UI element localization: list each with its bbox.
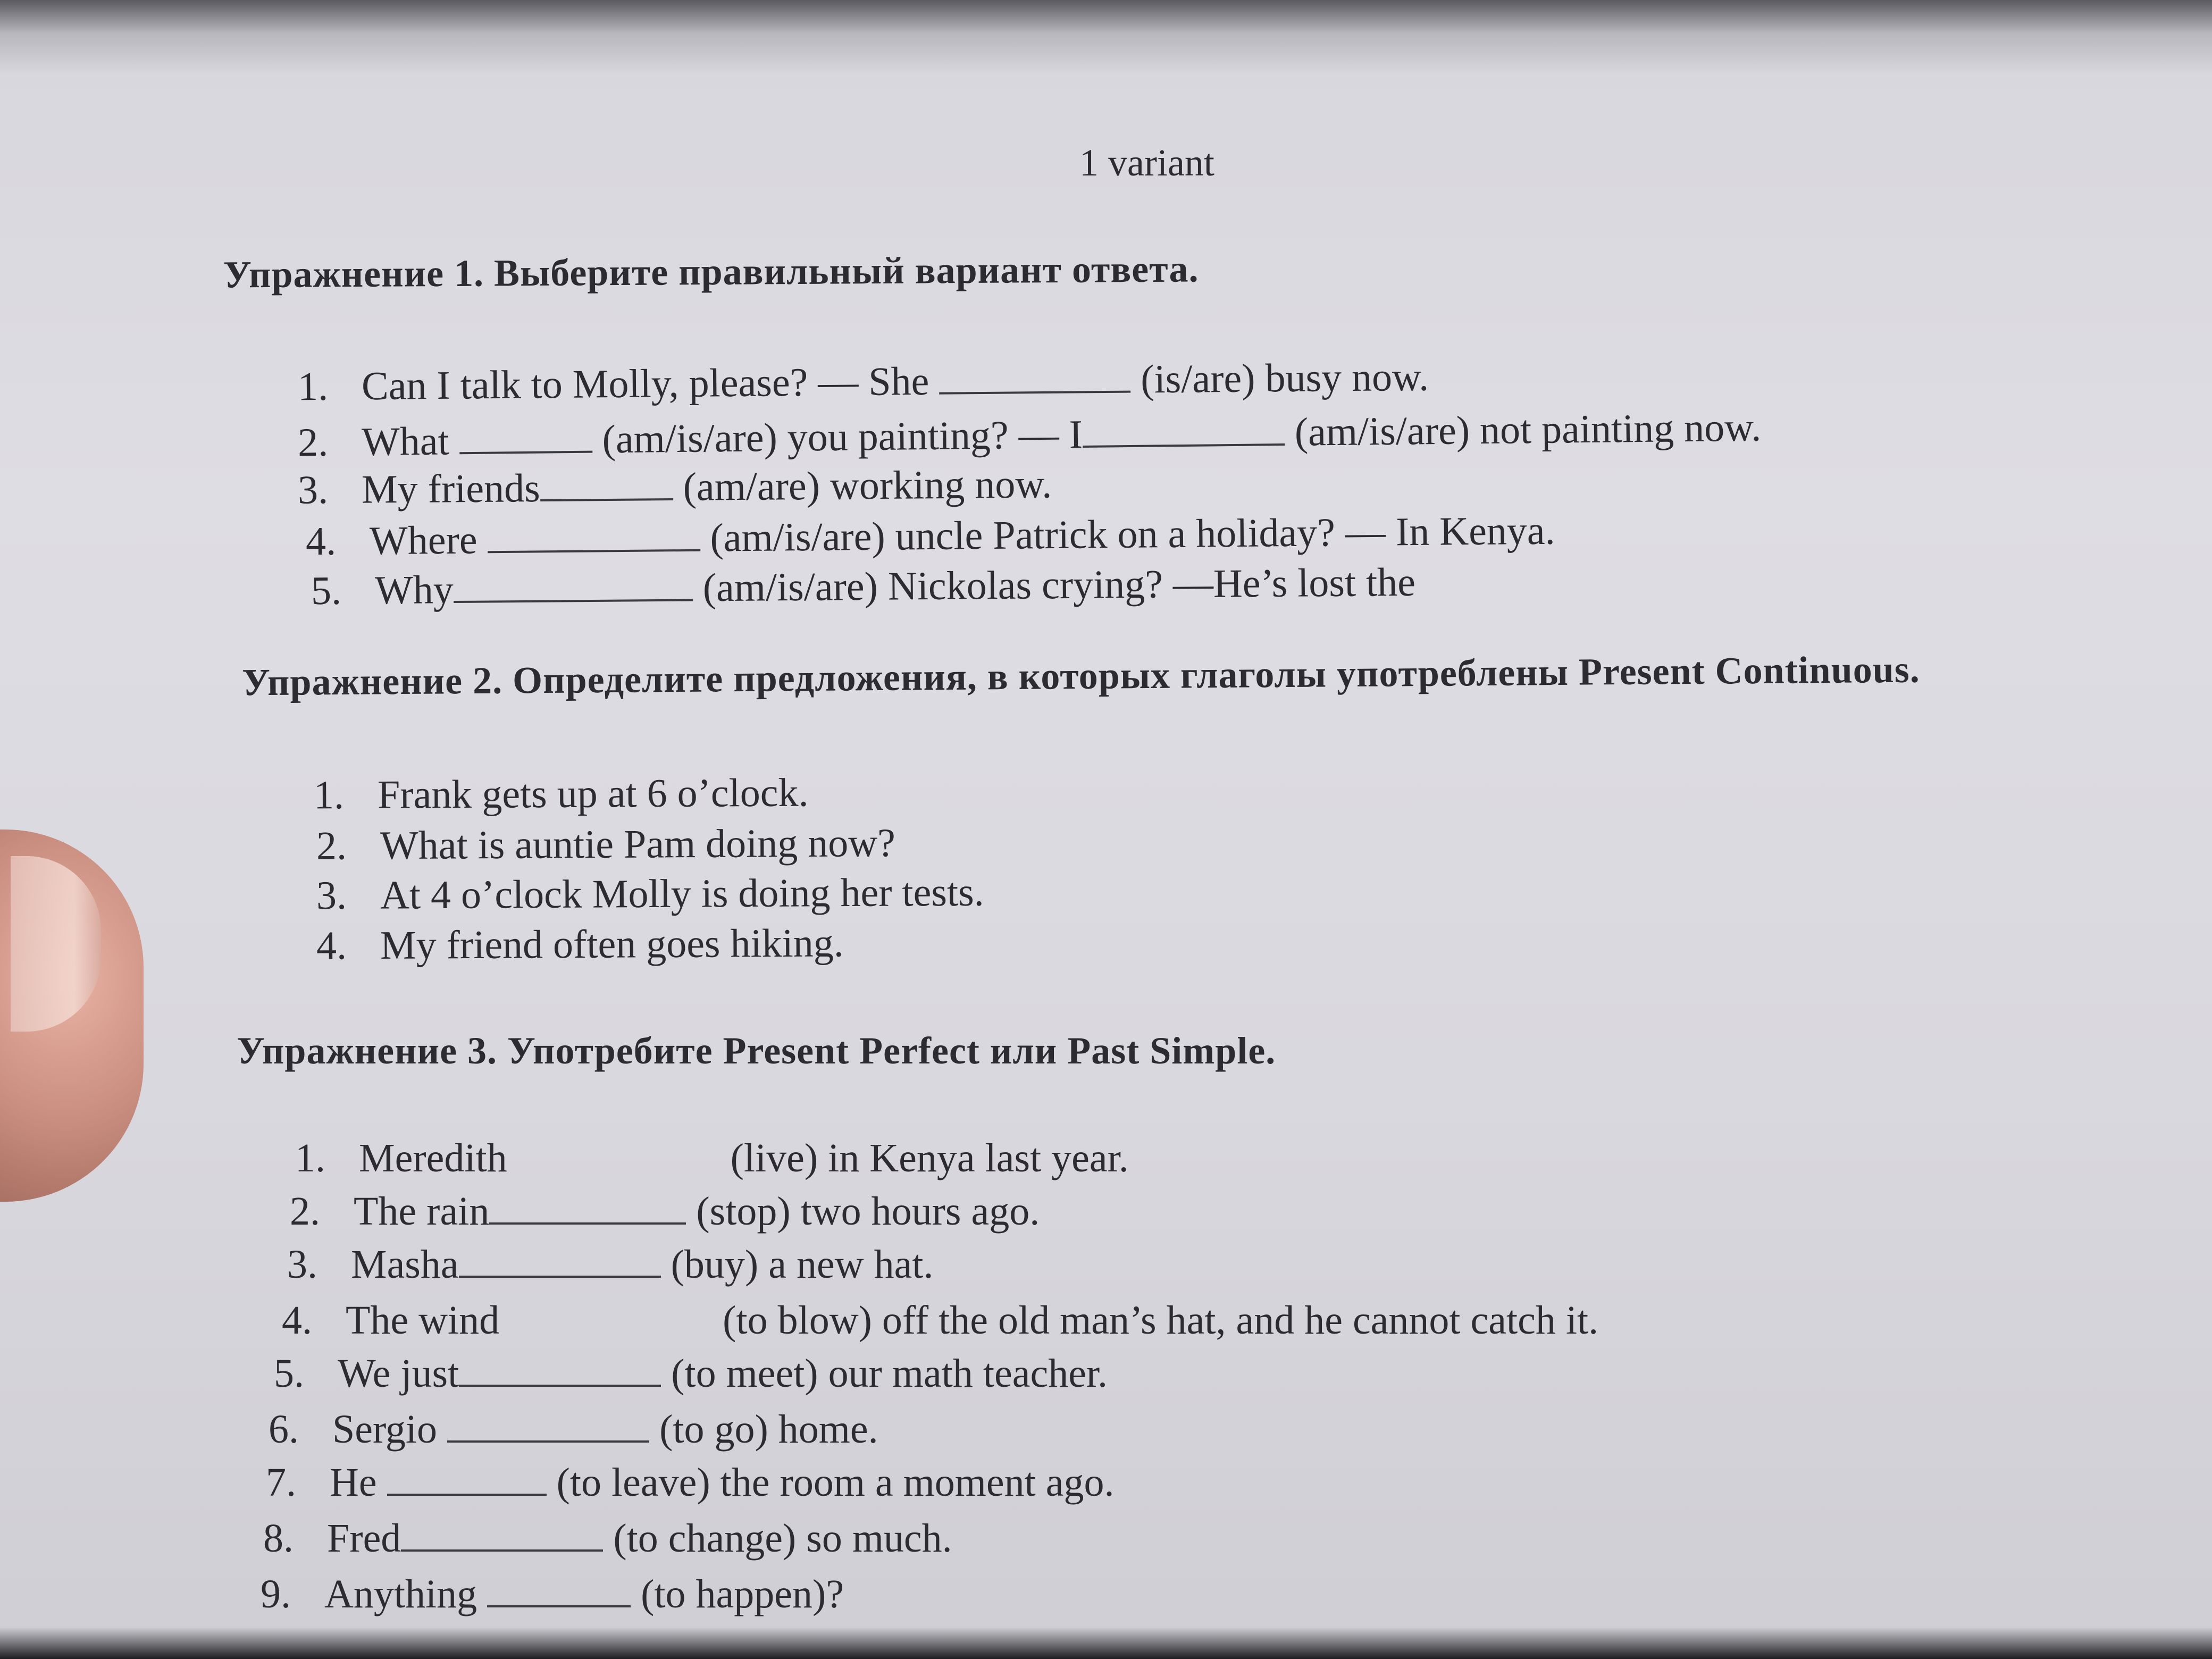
sentence-start: Can I talk to Molly, please? — She: [361, 358, 929, 409]
item-number: 5.: [311, 568, 342, 614]
item-number: 1.: [313, 773, 345, 818]
item-number: 1.: [297, 364, 329, 409]
sentence-start: We just: [338, 1351, 459, 1396]
exercise-3-item-3: [287, 1244, 933, 1285]
answer-blank[interactable]: [1083, 443, 1285, 448]
sentence-start: Where: [369, 517, 477, 564]
answer-blank[interactable]: [488, 549, 700, 553]
answer-blank[interactable]: [459, 1275, 661, 1278]
exercise-2-heading: Упражнение 2. Определите предложения, в которых глаголы употреблены Present Continuous.: [241, 648, 1921, 704]
sentence-start: He: [330, 1460, 377, 1505]
worksheet-title: 1 variant: [1079, 141, 1214, 184]
sentence-end: (am/is/are) Nickolas crying? —He’s lost the: [702, 559, 1416, 610]
sentence-end: (to blow) off the old man’s hat, and he cannot catch it.: [723, 1298, 1599, 1343]
sentence-end: (to leave) the room a moment ago.: [556, 1460, 1115, 1505]
sentence-text: Frank gets up at 6 o’clock.: [377, 770, 809, 817]
sentence-end: (live) in Kenya last year.: [730, 1136, 1129, 1180]
sentence-start: Fred: [327, 1516, 401, 1561]
exercise-2-item-4: [316, 920, 844, 968]
item-number: 8.: [263, 1516, 294, 1561]
item-number: 3.: [287, 1242, 317, 1287]
exercise-2-item-2: [316, 820, 896, 868]
item-number: 9.: [261, 1572, 291, 1616]
answer-blank[interactable]: [489, 1222, 686, 1225]
answer-blank[interactable]: [540, 498, 673, 501]
exercise-3-item-4: [282, 1298, 1599, 1343]
item-number: 1.: [295, 1136, 325, 1180]
sentence-start: My friends: [361, 465, 540, 512]
exercise-1-item-1: [297, 354, 1429, 409]
answer-blank[interactable]: [459, 450, 592, 455]
sentence-end: (stop) two hours ago.: [696, 1189, 1040, 1234]
exercise-3-item-7: [266, 1462, 1114, 1503]
item-number: 5.: [274, 1351, 304, 1396]
sentence-end: (is/are) busy now.: [1140, 354, 1429, 402]
exercise-1-item-5: [311, 559, 1416, 614]
item-number: 2.: [316, 823, 347, 868]
item-number: 6.: [269, 1407, 299, 1452]
paper-bottom-shadow: [0, 1627, 2212, 1659]
item-number: 2.: [290, 1189, 320, 1234]
sentence-start: Meredith: [359, 1136, 507, 1180]
sentence-end: (to change) so much.: [613, 1516, 952, 1561]
answer-blank[interactable]: [459, 1384, 661, 1387]
item-number: 4.: [282, 1298, 312, 1343]
sentence-start: Why: [374, 567, 454, 613]
exercise-3-item-9: [261, 1574, 844, 1614]
sentence-text: My friend often goes hiking.: [380, 920, 844, 968]
sentence-text: What is auntie Pam doing now?: [380, 820, 896, 868]
exercise-2-item-3: [316, 869, 984, 918]
exercise-1-item-3: [297, 462, 1052, 513]
paper-top-shadow: [0, 0, 2212, 74]
sentence-start: What: [361, 418, 450, 465]
sentence-text: At 4 o’clock Molly is doing her tests.: [380, 869, 984, 918]
answer-blank[interactable]: [487, 1605, 631, 1607]
answer-blank[interactable]: [454, 599, 693, 604]
answer-blank[interactable]: [939, 390, 1130, 395]
answer-blank[interactable]: [387, 1493, 547, 1496]
sentence-end: (to happen)?: [641, 1572, 844, 1616]
sentence-start: Sergio: [332, 1407, 438, 1452]
answer-blank[interactable]: [447, 1440, 649, 1443]
sentence-start: The wind: [346, 1298, 500, 1343]
item-number: 4.: [305, 518, 337, 564]
exercise-3-item-6: [269, 1407, 878, 1452]
item-number: 2.: [297, 420, 329, 465]
sentence-start: Masha: [351, 1242, 459, 1287]
exercise-3-item-8: [263, 1518, 952, 1559]
answer-blank[interactable]: [401, 1549, 603, 1552]
exercise-3-item-5: [274, 1353, 1108, 1394]
sentence-end: (am/is/are) not painting now.: [1294, 405, 1762, 455]
item-number: 7.: [266, 1460, 296, 1505]
item-number: 4.: [316, 923, 347, 968]
sentence-end: (am/are) working now.: [683, 462, 1052, 509]
sentence-end: (to go) home.: [659, 1407, 878, 1452]
sentence-end: (am/is/are) uncle Patrick on a holiday? — In Kenya.: [710, 508, 1555, 560]
sentence-end: (buy) a new hat.: [671, 1242, 934, 1287]
exercise-2-item-1: [313, 770, 809, 818]
item-number: 3.: [316, 873, 347, 918]
exercise-3-item-2: [290, 1189, 1040, 1234]
exercise-3-heading: Упражнение 3. Употребите Present Perfect или Past Simple.: [237, 1029, 1276, 1072]
sentence-end: (to meet) our math teacher.: [671, 1351, 1108, 1396]
sentence-start: The rain: [354, 1189, 490, 1234]
item-number: 3.: [297, 467, 329, 513]
exercise-1-heading: Упражнение 1. Выберите правильный вариант ответа.: [223, 247, 1199, 296]
sentence-middle: (am/is/are) you painting? — I: [602, 412, 1083, 462]
sentence-start: Anything: [324, 1572, 477, 1616]
exercise-3-item-1: [295, 1138, 1129, 1178]
